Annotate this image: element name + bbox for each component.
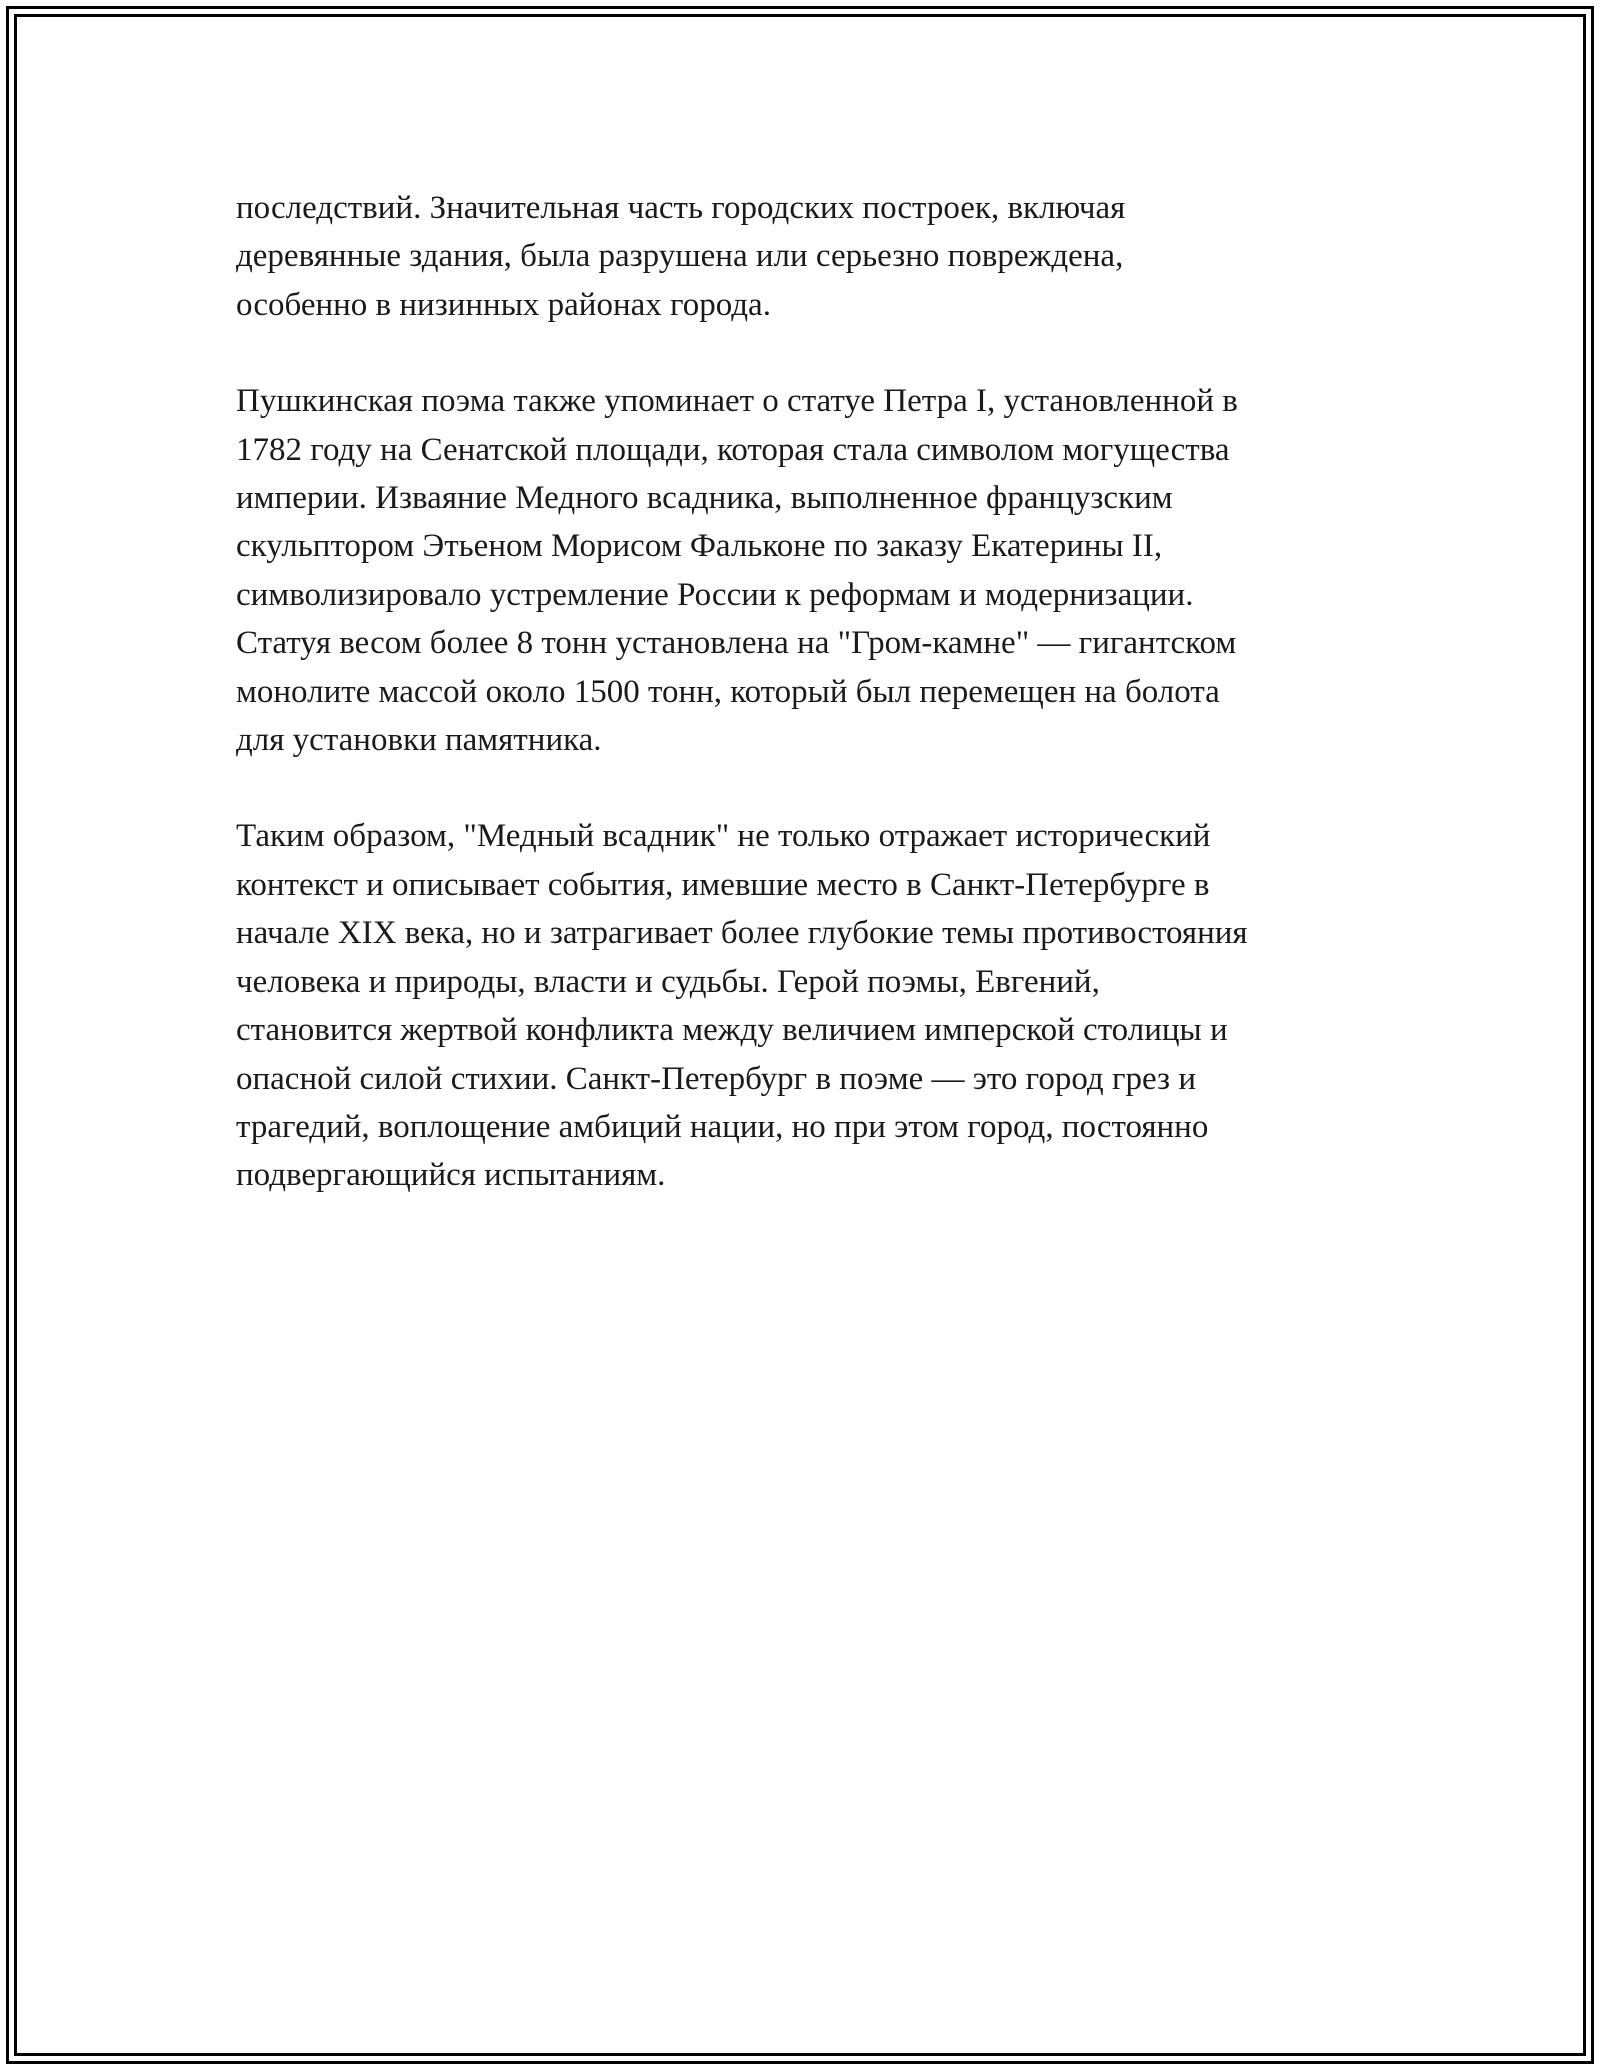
text-line: Таким образом, "Медный всадник" не только отражает исторический [236,818,1211,855]
text-line: опасной силой стихии. Санкт-Петербург в поэме — это город грез и [236,1060,1196,1097]
text-line: Статуя весом более 8 тонн установлена на "Гром-камне" — гигантском [236,625,1237,662]
text-line: последствий. Значительная часть городских построек, включая [236,190,1126,226]
text-line: деревянные здания, была разрушена или серьезно повреждена, [236,238,1124,275]
text-line: скульптором Этьеном Морисом Фальконе по заказу Екатерины II, [236,528,1163,565]
text-line: контекст и описывает события, имевшие место в Санкт-Петербурге в [236,866,1210,903]
paragraph-statue [236,377,1376,764]
paragraph-flood-damage [236,184,1376,329]
text-line: особенно в низинных районах города. [236,286,771,323]
text-line: становится жертвой конфликта между величием имперской столицы и [236,1012,1228,1049]
text-line: символизировало устремление России к реформам и модернизации. [236,576,1194,613]
document-body [236,184,1376,1248]
paragraph-conclusion [236,812,1376,1199]
text-line: подвергающийся испытаниям. [236,1157,666,1194]
text-line: монолите массой около 1500 тонн, который был перемещен на болота [236,673,1220,710]
text-line: для установки памятника. [236,722,602,759]
text-line: Пушкинская поэма также упоминает о статуе Петра I, установленной в [236,383,1238,420]
text-line: начале XIX века, но и затрагивает более глубокие темы противостояния [236,915,1248,952]
text-line: человека и природы, власти и судьбы. Герой поэмы, Евгений, [236,963,1100,1000]
text-line: империи. Изваяние Медного всадника, выполненное французским [236,480,1173,517]
text-line: трагедий, воплощение амбиций нации, но при этом город, постоянно [236,1108,1209,1145]
text-line: 1782 году на Сенатской площади, которая стала символом могущества [236,431,1230,468]
